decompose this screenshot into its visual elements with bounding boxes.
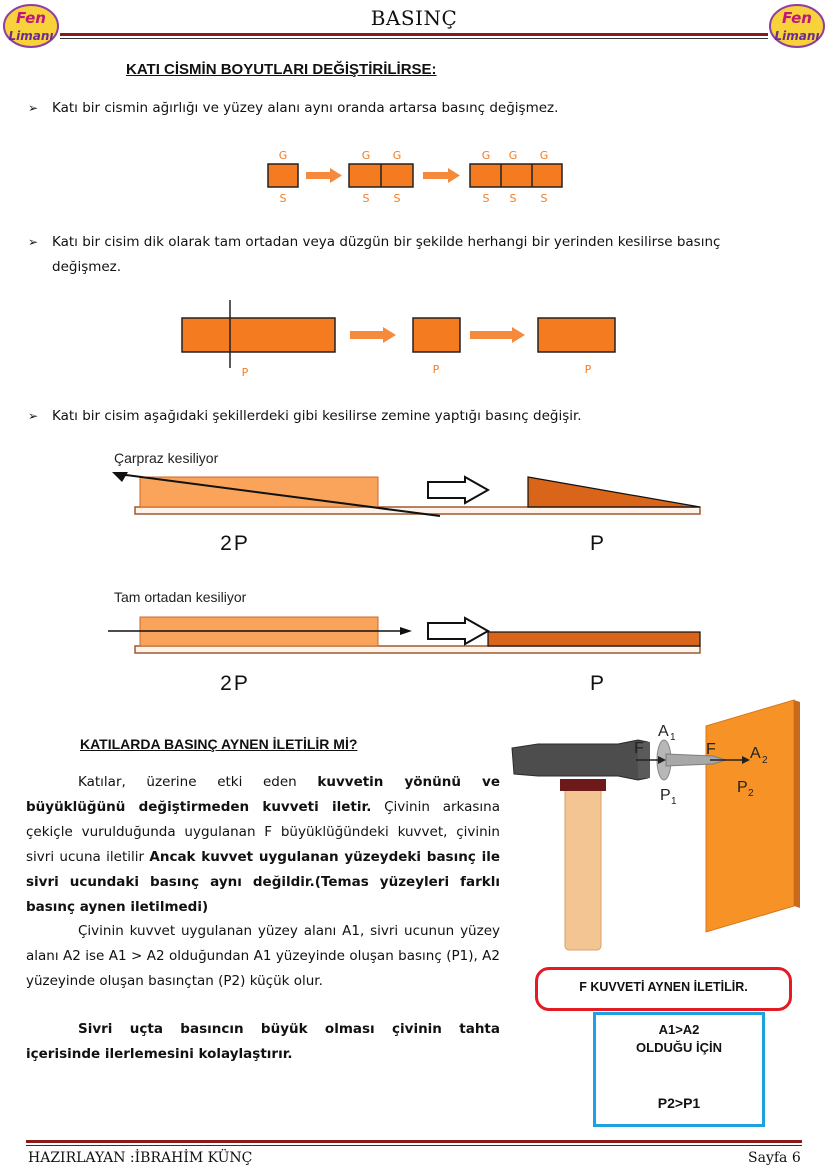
hammer-collar: [560, 779, 606, 791]
para-bold-text: kuvvetin yönünü ve büyüklüğünü değiştirmeden kuvveti iletir.: [26, 774, 500, 815]
paragraph-force-transmission: [26, 770, 500, 920]
label-p1: P: [660, 787, 671, 804]
pressure-p-label: P: [589, 672, 605, 695]
bullet-text-line1: Katı bir cisim dik olarak tam ortadan veya düzgün bir şekilde herhangi bir yerinden kesilirse basınç: [52, 234, 721, 250]
label-f: F: [634, 740, 644, 757]
logo-text-limani: Limanı: [774, 29, 820, 43]
area-pressure-callout: [593, 1012, 765, 1127]
hollow-arrow-icon: [428, 477, 488, 503]
block-small: [413, 318, 460, 352]
arrow-icon: [306, 168, 342, 183]
p-figure: [178, 298, 618, 382]
bullet-arrow-icon: ➢: [28, 235, 39, 249]
section-title-transmission: KATILARDA BASINÇ AYNEN İLETİLİR Mİ?: [80, 736, 358, 752]
footer-page-number: Sayfa 6: [748, 1150, 801, 1166]
s-label: S: [279, 192, 287, 205]
label-a1-subscript: 1: [670, 732, 676, 743]
pressure-2p-label: 2P: [220, 672, 250, 695]
bullet-cut-changes: [28, 404, 798, 429]
cut-arrowhead: [112, 472, 128, 482]
page-title: BASINÇ: [370, 6, 458, 30]
para-text: Çivinin arkasına çekiçle vurulduğunda uygulanan F büyüklüğündeki kuvvet, çivinin sivri ucuna iletilir: [26, 799, 500, 865]
hammer-handle: [565, 786, 601, 950]
para-text: Katılar, üzerine etki eden: [78, 774, 318, 790]
bullet-weight-area: [28, 96, 798, 121]
section-title-dimensions: KATI CİSMİN BOYUTLARI DEĞİŞTİRİLİRSE:: [126, 61, 437, 78]
bullet-text-line2: değişmez.: [52, 259, 122, 275]
bullet-arrow-icon: ➢: [28, 101, 39, 115]
header-rule: [60, 33, 768, 36]
half-piece: [488, 632, 700, 646]
wooden-board: [706, 700, 794, 932]
footer-author: HAZIRLAYAN :İBRAHİM KÜNÇ: [28, 1150, 253, 1166]
g-label: G: [361, 149, 371, 162]
g-label: G: [481, 149, 491, 162]
s-label: S: [362, 192, 370, 205]
g-label: G: [278, 149, 288, 162]
force-transmitted-callout: [535, 967, 792, 1011]
header-rule-thin: [60, 38, 768, 39]
logo-text-fen: Fen: [782, 9, 812, 27]
middle-cut-figure: [100, 584, 720, 696]
hollow-arrow-icon: [428, 618, 488, 644]
gs-figure: [260, 140, 580, 210]
p-label: P: [241, 366, 249, 379]
footer-rule: [26, 1140, 802, 1143]
g-label: G: [539, 149, 549, 162]
para-bold-text: Ancak kuvvet uygulanan yüzeydeki basınç ile sivri ucundaki basınç aynı değildir.(Temas yüzeyleri farklı basınç aynen iletilmedi): [26, 849, 500, 915]
block-triple: [470, 164, 562, 187]
diagonal-cut-figure: [100, 444, 720, 560]
label-f: F: [706, 741, 716, 758]
arrow-icon: [470, 327, 525, 343]
bullet-text: Katı bir cisim aşağıdaki şekillerdeki gibi kesilirse zemine yaptığı basınç değişir.: [52, 408, 582, 424]
s-label: S: [509, 192, 517, 205]
p-label: P: [584, 363, 592, 376]
callout-text: F KUVVETİ AYNEN İLETİLİR.: [579, 980, 748, 994]
block-medium: [538, 318, 615, 352]
s-label: S: [540, 192, 548, 205]
middle-cut-label: Tam ortadan kesiliyor: [114, 589, 247, 605]
diagonal-cut-label: Çarpraz kesiliyor: [114, 450, 219, 466]
triangle-piece: [528, 477, 700, 507]
label-p1-subscript: 1: [671, 796, 677, 807]
label-p2-subscript: 2: [748, 788, 754, 799]
callout-line3: P2>P1: [657, 1095, 701, 1111]
ground-surface: [135, 646, 700, 653]
hammer-head: [512, 740, 648, 780]
label-p2: P: [737, 779, 748, 796]
g-label: G: [508, 149, 518, 162]
bullet-vertical-cut: [28, 230, 808, 280]
callout-line1: A1>A2: [658, 1022, 700, 1037]
g-label: G: [392, 149, 402, 162]
pressure-p-label: P: [589, 532, 605, 555]
s-label: S: [393, 192, 401, 205]
block-single: [268, 164, 298, 187]
pressure-2p-label: 2P: [220, 532, 250, 555]
p-label: P: [432, 363, 440, 376]
block-wide: [182, 318, 335, 352]
paragraph-sharp-tip: Sivri uçta basıncın büyük olması çivinin tahta içerisinde ilerlemesini kolaylaştırır.: [26, 1021, 500, 1062]
label-a2-subscript: 2: [762, 755, 768, 766]
s-label: S: [482, 192, 490, 205]
label-a2: A: [750, 745, 761, 762]
cut-arrowhead: [400, 627, 412, 635]
hammer-nail-figure: [508, 696, 800, 952]
bullet-arrow-icon: ➢: [28, 409, 39, 423]
logo-text-fen: Fen: [16, 9, 46, 27]
paragraph-area-pressure: Çivinin kuvvet uygulanan yüzey alanı A1, sivri ucunun yüzey alanı A2 ise A1 > A2 olduğundan A1 yüzeyinde oluşan basınç (P1), A2 yüzeyinde oluşan basınçtan (P2) küçük olur.: [26, 923, 500, 989]
arrow-icon: [350, 327, 396, 343]
arrow-icon: [423, 168, 460, 183]
label-a1: A: [658, 723, 669, 740]
footer-rule-thin: [26, 1145, 802, 1146]
logo-text-limani: Limanı: [8, 29, 54, 43]
bullet-text: Katı bir cismin ağırlığı ve yüzey alanı aynı oranda artarsa basınç değişmez.: [52, 100, 559, 116]
callout-line2: OLDUĞU İÇİN: [636, 1040, 722, 1055]
